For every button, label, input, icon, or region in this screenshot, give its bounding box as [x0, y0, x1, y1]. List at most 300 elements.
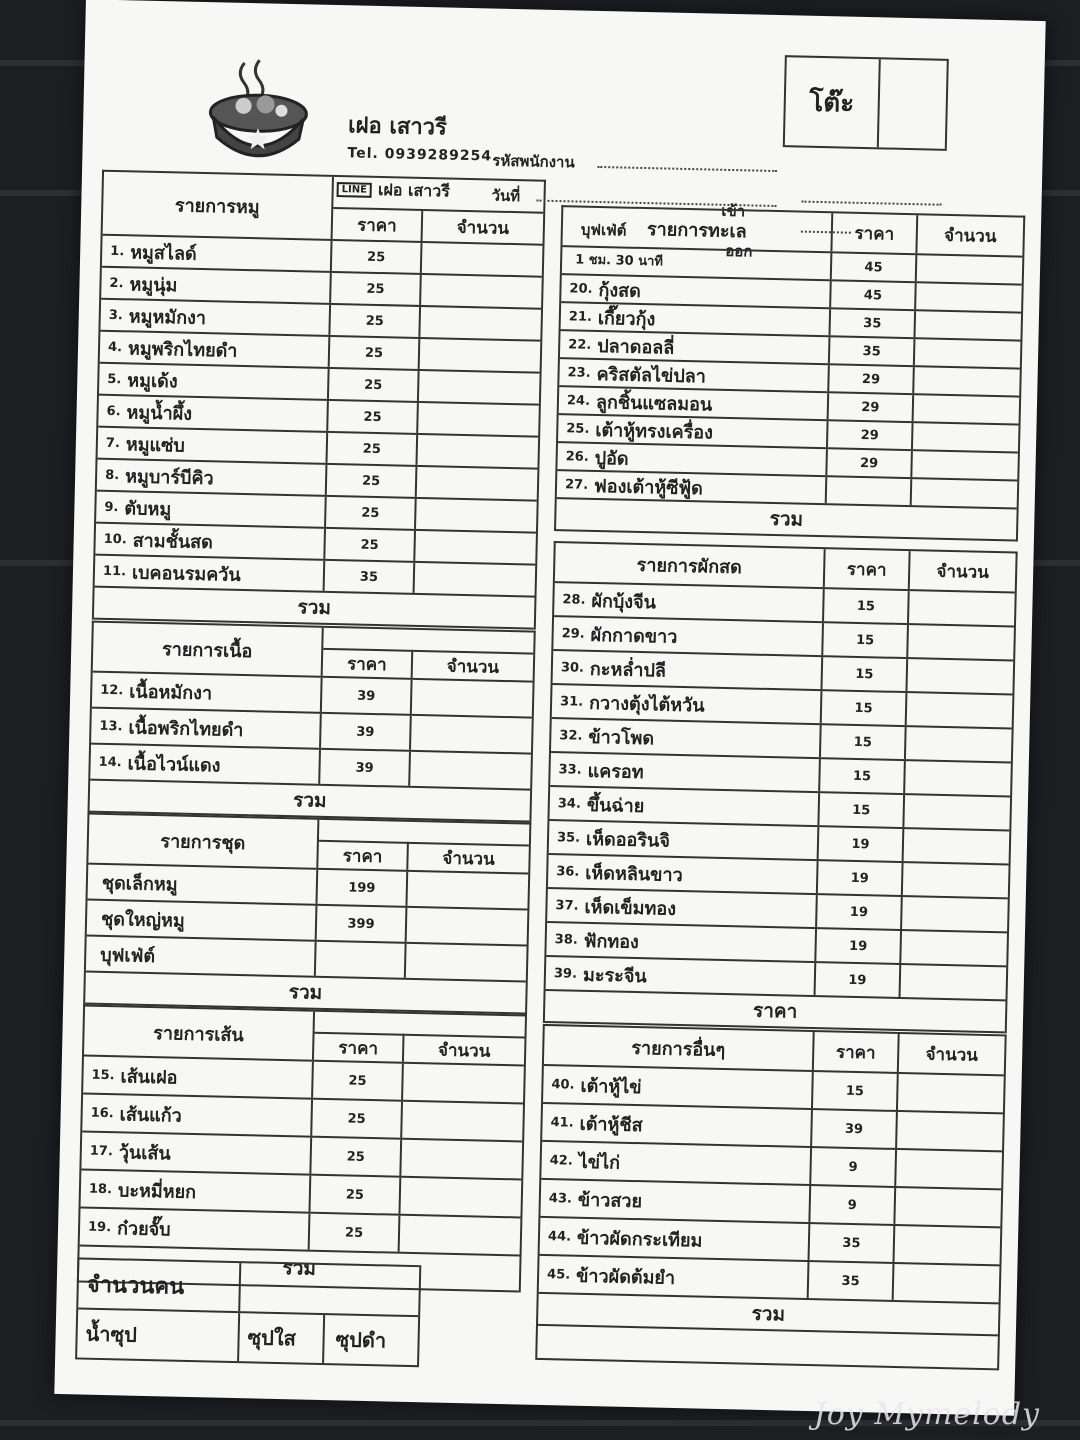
table-number-box	[783, 55, 949, 151]
item-label: เห็ดเข็มทอง	[584, 896, 677, 920]
item-qty-field[interactable]	[906, 727, 1012, 761]
item-name	[88, 865, 319, 904]
item-qty-field[interactable]	[421, 275, 542, 308]
item-qty-field[interactable]	[410, 752, 531, 789]
item-number: 32.	[559, 727, 583, 744]
item-number: 45.	[546, 1266, 571, 1283]
item-label: ปูอัด	[594, 447, 629, 470]
item-price: 25	[310, 1176, 401, 1214]
item-label: ผักกาดขาว	[590, 624, 678, 648]
item-price: 25	[330, 305, 421, 337]
item-price: 15	[823, 623, 909, 657]
noodles-rows	[80, 1057, 524, 1257]
beef-rows	[90, 673, 532, 791]
soup-row	[77, 1309, 418, 1365]
item-number: 1.	[110, 243, 125, 259]
item-qty-field[interactable]	[916, 283, 1022, 311]
item-qty-field[interactable]	[894, 1264, 1000, 1302]
seafood-price-header: ราคา	[832, 213, 918, 253]
item-price: 15	[824, 589, 910, 623]
beef-section	[87, 621, 535, 823]
item-price: 25	[331, 273, 422, 305]
sets-qty-header: จำนวน	[408, 842, 529, 873]
vegetables-price-header: ราคา	[825, 549, 911, 589]
people-label: จำนวนคน	[86, 1272, 185, 1300]
item-number: 10.	[103, 531, 127, 547]
item-name	[559, 359, 830, 391]
pork-rows	[95, 236, 543, 598]
item-qty-field[interactable]	[898, 1074, 1004, 1112]
item-qty-field[interactable]	[902, 897, 1008, 931]
item-number: 41.	[550, 1114, 574, 1131]
item-label: หมูนุ่ม	[129, 273, 178, 296]
table-label: โต๊ะ	[785, 57, 881, 147]
item-qty-field[interactable]	[905, 761, 1011, 795]
item-label: บะหมี่หยก	[117, 1179, 197, 1203]
item-label: ข้าวผัดต้มยำ	[575, 1265, 676, 1289]
item-qty-field[interactable]	[420, 307, 541, 340]
item-number: 9.	[104, 499, 119, 515]
sets-price-header: ราคา	[318, 840, 409, 870]
item-price: 399	[317, 906, 408, 942]
in-time-field[interactable]	[802, 201, 942, 206]
item-price: 25	[332, 241, 423, 273]
item-qty-field[interactable]	[400, 1216, 521, 1255]
item-qty-field[interactable]	[402, 1102, 523, 1141]
item-price: 35	[325, 561, 416, 593]
item-qty-field[interactable]	[908, 625, 1014, 659]
people-soup-box	[75, 1257, 421, 1367]
item-qty-field[interactable]	[415, 531, 536, 564]
item-label: ชุดใหญ่หมู	[100, 908, 185, 932]
item-number: 6.	[106, 403, 121, 419]
in-time-label: เข้า	[721, 201, 746, 221]
item-label: ไข่ไก่	[578, 1151, 621, 1174]
line-name: เฝอ เสาวรี	[377, 179, 451, 201]
item-price: 29	[829, 393, 915, 421]
item-qty-field[interactable]	[904, 829, 1010, 863]
item-price: 19	[816, 929, 902, 963]
item-label: ตับหมู	[124, 497, 172, 520]
out-time-label: ออก	[725, 241, 753, 261]
item-name	[560, 331, 831, 363]
item-label: เส้นเฝอ	[120, 1065, 178, 1089]
item-name	[548, 855, 819, 893]
item-name	[96, 492, 327, 527]
item-label: เกี๊ยวกุ้ง	[597, 307, 656, 330]
item-qty-field[interactable]	[419, 371, 540, 404]
item-price: 39	[321, 714, 412, 750]
item-label: ปลาดอลลี่	[597, 335, 675, 359]
item-name	[102, 236, 333, 271]
item-name	[86, 937, 317, 976]
item-number: 36.	[556, 863, 580, 880]
beef-price-header: ราคา	[323, 648, 414, 678]
item-number: 13.	[99, 718, 123, 734]
seafood-rows	[557, 247, 1023, 509]
item-label: ข้าวสวย	[577, 1189, 643, 1212]
item-qty-field[interactable]	[400, 1178, 521, 1217]
beef-total-row: รวม	[89, 781, 530, 823]
item-qty-field[interactable]	[415, 563, 536, 596]
item-name	[82, 1095, 313, 1136]
item-price: 25	[310, 1214, 401, 1252]
item-qty-field[interactable]	[912, 479, 1018, 507]
item-name	[559, 387, 830, 419]
people-row	[78, 1259, 419, 1317]
item-price: 15	[822, 657, 908, 691]
item-qty-field[interactable]	[422, 243, 543, 276]
others-rows	[539, 1066, 1004, 1304]
item-label: เต้าหู้ชีส	[579, 1113, 643, 1136]
item-qty-field[interactable]	[896, 1150, 1002, 1188]
item-number: 18.	[88, 1181, 113, 1197]
item-qty-field[interactable]	[907, 659, 1013, 693]
item-label: เต้าหู้ไข่	[580, 1075, 642, 1098]
item-number: 16.	[90, 1105, 114, 1121]
others-section	[535, 1024, 1007, 1370]
item-name	[549, 787, 820, 825]
item-name	[558, 415, 829, 447]
item-name	[95, 524, 326, 559]
item-number: 24.	[566, 392, 591, 409]
item-qty-field[interactable]	[901, 965, 1007, 999]
item-number: 28.	[562, 591, 586, 608]
item-number: 42.	[549, 1152, 573, 1169]
item-name	[540, 1180, 811, 1222]
item-price	[827, 477, 913, 505]
item-price: 45	[832, 253, 918, 281]
item-number: 3.	[108, 307, 123, 323]
item-label: เนื้อไวน์แดง	[127, 752, 221, 777]
item-name	[557, 443, 828, 475]
item-number: 14.	[98, 754, 122, 770]
item-name	[546, 923, 817, 961]
item-number: 29.	[561, 625, 585, 642]
others-qty-header: จำนวน	[925, 1044, 979, 1066]
beef-qty-header: จำนวน	[413, 650, 534, 681]
item-number: 27.	[564, 476, 589, 493]
item-qty-field[interactable]	[403, 1064, 524, 1103]
item-price: 25	[326, 497, 417, 529]
item-name	[91, 709, 322, 748]
item-name	[552, 685, 823, 723]
item-number: 17.	[89, 1143, 114, 1159]
item-qty-field[interactable]	[907, 693, 1013, 727]
item-price: 39	[812, 1110, 898, 1148]
item-qty-field[interactable]	[909, 591, 1015, 625]
item-label: เนื้อหมักงา	[129, 680, 213, 704]
item-label: บุฟเฟ่ต์	[100, 944, 156, 967]
item-label: วุ้นเส้น	[118, 1141, 171, 1165]
seafood-section	[554, 205, 1025, 541]
sets-rows	[86, 865, 528, 983]
item-name	[561, 275, 832, 307]
sets-title: รายการชุด	[88, 815, 319, 868]
noodles-title: รายการเส้น	[84, 1007, 315, 1060]
item-qty-field[interactable]	[412, 680, 533, 717]
vegetables-title: รายการผักสด	[555, 543, 826, 587]
item-number: 31.	[559, 693, 584, 710]
item-label: สามชั้นสด	[132, 529, 214, 553]
pork-qty-header: จำนวน	[423, 209, 544, 244]
item-number: 38.	[554, 931, 578, 948]
item-label: แครอท	[587, 760, 644, 783]
soup-label: น้ำซุป	[85, 1321, 138, 1347]
item-qty-field[interactable]	[407, 872, 528, 909]
vegetables-section	[543, 541, 1018, 1033]
item-label: กุ้งสด	[598, 279, 642, 302]
item-name	[550, 753, 821, 791]
item-number: 25.	[566, 420, 590, 437]
watermark: Joy Mymelody	[813, 1397, 1040, 1432]
item-number: 33.	[558, 761, 582, 778]
item-label: ก๋วยจั๊บ	[116, 1217, 171, 1241]
item-label: กะหล่ำปลี	[589, 658, 667, 682]
seafood-total-row: รวม	[556, 499, 1017, 541]
item-number: 11.	[102, 563, 127, 579]
item-name	[553, 651, 824, 689]
item-name	[100, 332, 331, 367]
item-label: ข้าวผัดกระเทียม	[576, 1227, 703, 1252]
item-name	[95, 556, 326, 591]
vegetables-total-row: ราคา	[545, 991, 1006, 1033]
item-number: 23.	[567, 364, 591, 381]
item-name	[554, 583, 825, 621]
item-qty-field[interactable]	[897, 1112, 1003, 1150]
item-label: ลูกชิ้นแซลมอน	[595, 391, 713, 416]
item-qty-field[interactable]	[915, 311, 1021, 339]
item-qty-field[interactable]	[915, 339, 1021, 367]
item-name	[98, 396, 329, 431]
item-qty-field[interactable]	[417, 435, 538, 468]
item-qty-field[interactable]	[418, 403, 539, 436]
hotpot-logo-icon	[202, 57, 314, 164]
item-label: เห็ดออรินจิ	[585, 828, 671, 852]
item-number: 35.	[556, 829, 581, 846]
item-name	[542, 1104, 813, 1146]
seafood-qty-header: จำนวน	[943, 225, 997, 247]
item-label: หมูพริกไทยดำ	[127, 337, 238, 362]
item-number: 4.	[107, 339, 123, 355]
item-name	[540, 1218, 811, 1260]
item-price: 39	[320, 750, 411, 786]
item-label: หมูแซ่บ	[125, 433, 186, 457]
item-price: 25	[328, 401, 419, 433]
item-name	[553, 617, 824, 655]
item-price: 19	[818, 861, 904, 895]
item-name	[546, 957, 817, 995]
item-price: 45	[831, 281, 917, 309]
item-price: 29	[828, 421, 914, 449]
item-name	[90, 745, 321, 784]
item-qty-field[interactable]	[904, 795, 1010, 829]
item-number: 15.	[91, 1067, 115, 1083]
item-name	[551, 719, 822, 757]
item-label: หมูสไลด์	[129, 241, 197, 265]
item-price: 19	[816, 963, 902, 997]
item-label: หมูน้ำผึ้ง	[126, 401, 193, 425]
item-name	[543, 1066, 814, 1108]
item-price: 25	[311, 1138, 402, 1176]
item-price: 19	[817, 895, 903, 929]
item-price: 35	[810, 1224, 896, 1262]
pork-header-row	[103, 172, 544, 246]
item-price: 15	[820, 759, 906, 793]
item-price: 35	[831, 309, 917, 337]
item-name	[81, 1132, 312, 1173]
item-name	[98, 428, 329, 463]
item-number: 12.	[100, 682, 124, 698]
item-qty-field[interactable]	[411, 716, 532, 753]
item-qty-field[interactable]	[895, 1188, 1001, 1226]
others-price-header: ราคา	[814, 1032, 900, 1072]
item-name	[101, 268, 332, 303]
item-name	[92, 673, 323, 712]
item-name	[561, 303, 832, 335]
item-number: 34.	[557, 795, 582, 812]
buffet-duration: 1 ชม. 30 นาที	[574, 252, 664, 270]
item-number: 21.	[568, 308, 593, 325]
item-qty-field[interactable]	[914, 367, 1020, 395]
people-count-field[interactable]	[240, 1263, 419, 1315]
item-qty-field[interactable]	[903, 863, 1009, 897]
item-label: คริสตัลไข่ปลา	[596, 363, 707, 387]
item-label: เส้นแก้ว	[119, 1103, 182, 1127]
item-price: 25	[325, 529, 416, 561]
item-number: 22.	[568, 336, 592, 353]
item-label: เนื้อพริกไทยดำ	[128, 716, 244, 741]
item-price: 25	[329, 369, 420, 401]
item-name	[87, 901, 318, 940]
item-number: 20.	[569, 280, 593, 297]
item-number: 8.	[104, 467, 120, 483]
item-price: 19	[819, 827, 905, 861]
item-name	[549, 821, 820, 859]
beef-title: รายการเนื้อ	[93, 623, 324, 676]
pork-total-row: รวม	[94, 588, 535, 630]
item-number: 7.	[105, 435, 121, 451]
item-label: ข้าวโพด	[588, 726, 655, 749]
item-label: ผักบุ้งจีน	[591, 590, 657, 613]
item-price: 39	[322, 678, 413, 714]
item-label: ฟักทอง	[583, 930, 640, 953]
shop-name: เฝอ เสาวรี	[347, 113, 448, 141]
noodles-qty-header: จำนวน	[404, 1034, 525, 1065]
vegetables-rows	[546, 583, 1015, 1001]
item-price: 15	[819, 793, 905, 827]
staff-code-label: รหัสพนักงาน	[492, 151, 575, 172]
item-qty-field[interactable]	[416, 499, 537, 532]
item-label: เบคอนรมควัน	[131, 561, 241, 586]
item-name	[541, 1142, 812, 1184]
item-number: 44.	[547, 1228, 572, 1245]
others-title: รายการอื่นๆ	[544, 1026, 815, 1070]
item-qty-field[interactable]	[901, 931, 1007, 965]
item-number: 43.	[548, 1190, 573, 1207]
date-label: วันที่	[491, 186, 521, 206]
item-label: เต้าหู้ทรงเครื่อง	[595, 419, 714, 444]
item-label: หมูเด้ง	[127, 369, 178, 392]
item-price: 25	[330, 337, 421, 369]
item-number: 39.	[553, 965, 578, 982]
item-price: 35	[830, 337, 916, 365]
item-price: 29	[827, 449, 913, 477]
item-price	[316, 942, 407, 978]
item-qty-field[interactable]	[917, 255, 1023, 283]
item-qty-field[interactable]	[895, 1226, 1001, 1264]
shop-tel: Tel. 0939289254	[347, 145, 493, 165]
item-label: กวางตุ้งไต้หวัน	[588, 692, 705, 717]
item-name	[80, 1208, 311, 1249]
sets-total-row: รวม	[85, 973, 526, 1015]
item-number: 26.	[565, 448, 589, 465]
item-name	[100, 300, 331, 335]
item-price: 25	[312, 1100, 403, 1138]
staff-code-field[interactable]	[597, 166, 777, 172]
noodles-price-header: ราคา	[314, 1032, 405, 1062]
item-price: 25	[313, 1062, 404, 1100]
item-label: เห็ดหลินขาว	[585, 862, 683, 886]
item-price: 15	[813, 1072, 899, 1110]
item-label: ฟองเต้าหู้ซีฟู้ด	[593, 475, 704, 499]
item-number: 40.	[551, 1076, 575, 1093]
item-name	[547, 889, 818, 927]
others-total-row: รวม	[538, 1294, 999, 1336]
item-label: ชุดเล็กหมู	[101, 872, 178, 896]
item-label: ขึ้นฉ่าย	[586, 794, 645, 817]
item-name	[562, 247, 833, 279]
item-label: มะระจีน	[582, 964, 647, 987]
pork-section	[92, 170, 546, 630]
order-sheet	[54, 0, 1045, 1416]
noodles-section	[77, 1004, 527, 1292]
item-label: หมูบาร์บีคิว	[124, 465, 214, 489]
item-price: 9	[811, 1148, 897, 1186]
item-qty-field[interactable]	[417, 467, 538, 500]
clear-soup-option[interactable]: ซุปใส	[247, 1325, 297, 1351]
item-qty-field[interactable]	[912, 451, 1018, 479]
item-price: 25	[327, 433, 418, 465]
item-name	[83, 1057, 314, 1098]
pork-price-header: ราคา	[333, 207, 424, 241]
item-qty-field[interactable]	[420, 339, 541, 372]
item-qty-field[interactable]	[407, 908, 528, 945]
item-number: 5.	[107, 371, 122, 387]
buffet-label: บุฟเฟ่ต์	[580, 220, 627, 240]
item-name	[539, 1256, 810, 1298]
item-price: 25	[327, 465, 418, 497]
item-price: 29	[829, 365, 915, 393]
item-number: 37.	[555, 897, 579, 914]
item-name	[557, 471, 828, 503]
item-number: 2.	[109, 275, 124, 291]
line-icon: LINE	[337, 182, 373, 198]
sets-section	[83, 813, 531, 1015]
item-price: 35	[809, 1262, 895, 1300]
black-soup-option[interactable]: ซุปดำ	[335, 1327, 387, 1353]
item-qty-field[interactable]	[406, 944, 527, 981]
item-number: 30.	[560, 659, 585, 676]
item-price: 9	[810, 1186, 896, 1224]
item-name	[97, 460, 328, 495]
item-price: 199	[317, 870, 408, 906]
item-qty-field[interactable]	[401, 1140, 522, 1179]
item-name	[81, 1170, 312, 1211]
item-number: 19.	[87, 1219, 112, 1235]
item-qty-field[interactable]	[913, 423, 1019, 451]
item-qty-field[interactable]	[914, 395, 1020, 423]
